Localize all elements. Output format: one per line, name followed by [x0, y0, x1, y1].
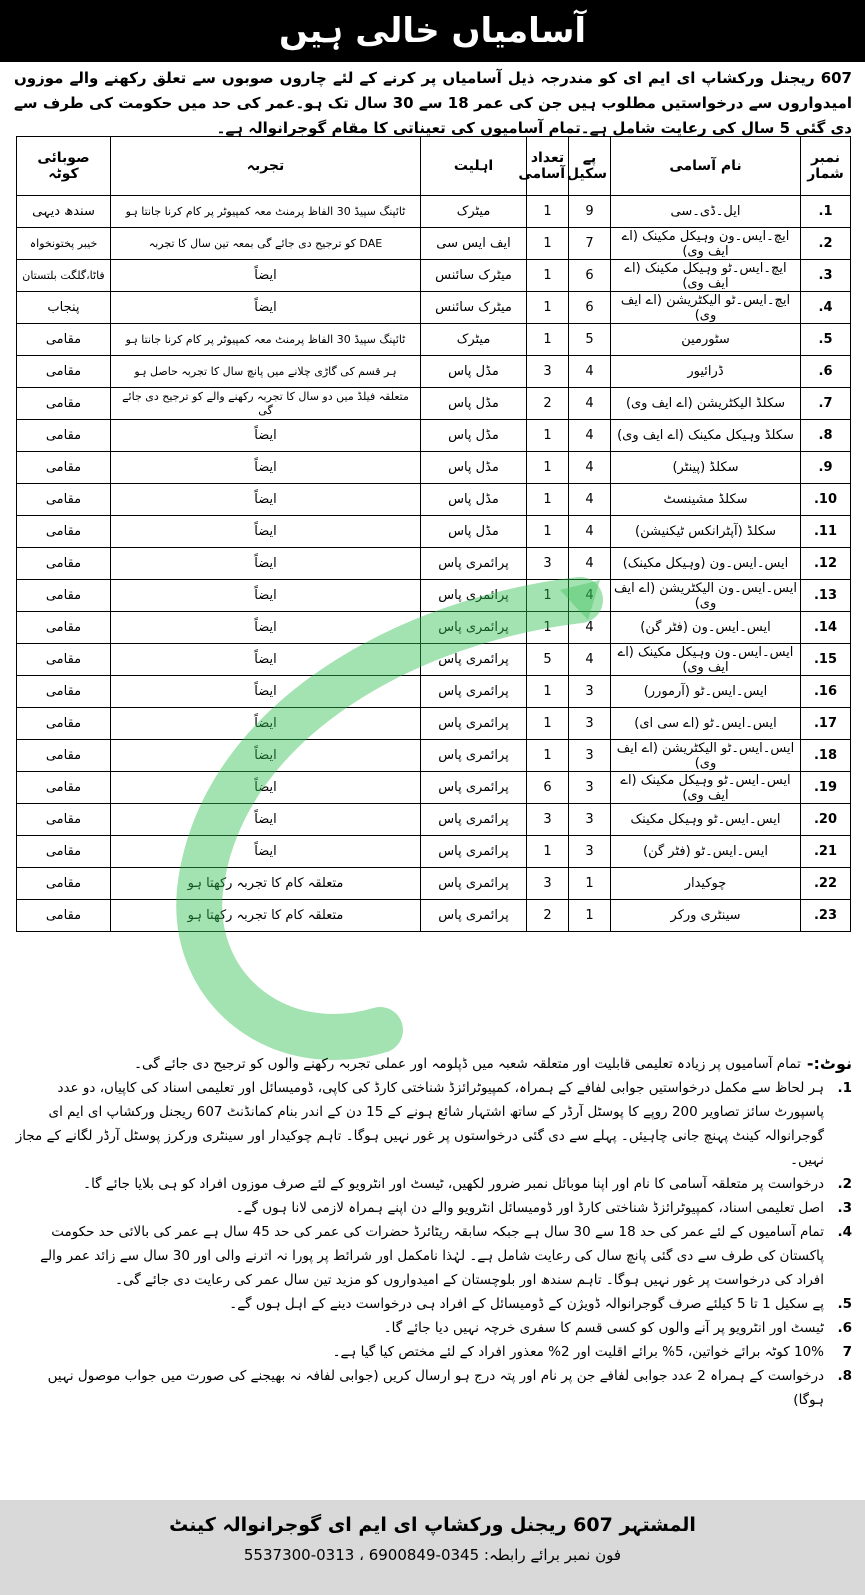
row-number: 10. — [801, 484, 851, 516]
note-item — [14, 1364, 852, 1412]
table-row — [17, 548, 851, 580]
qualification: مڈل پاس — [421, 452, 527, 484]
post-name: سکلڈ مشینسٹ — [611, 484, 801, 516]
post-name: ایس۔ایس۔ون وہیکل مکینک (اے ایف وی) — [611, 644, 801, 676]
experience: ایضاً — [111, 260, 421, 292]
experience: ایضاً — [111, 484, 421, 516]
experience: ایضاً — [111, 420, 421, 452]
note-heading: نوٹ:- — [806, 1054, 852, 1073]
row-number: 17. — [801, 708, 851, 740]
row-number: 13. — [801, 580, 851, 612]
table-row — [17, 836, 851, 868]
row-number: 1. — [801, 196, 851, 228]
experience: ایضاً — [111, 804, 421, 836]
pay-scale: 4 — [569, 516, 611, 548]
post-name: سکلڈ (آپٹرانکس ٹیکنیشن) — [611, 516, 801, 548]
row-number: 4. — [801, 292, 851, 324]
row-number: 5. — [801, 324, 851, 356]
quota: مقامی — [17, 516, 111, 548]
post-count: 1 — [527, 836, 569, 868]
post-count: 1 — [527, 196, 569, 228]
quota: مقامی — [17, 868, 111, 900]
note-item — [14, 1220, 852, 1292]
row-number: 6. — [801, 356, 851, 388]
notes-section — [14, 1052, 852, 1412]
table-row — [17, 900, 851, 932]
qualification: میٹرک سائنس — [421, 292, 527, 324]
post-count: 1 — [527, 580, 569, 612]
row-number: 18. — [801, 740, 851, 772]
row-number: 21. — [801, 836, 851, 868]
post-count: 1 — [527, 676, 569, 708]
row-number: 15. — [801, 644, 851, 676]
post-count: 2 — [527, 388, 569, 420]
post-name: ایس۔ایس۔ٹو الیکٹریشن (اے ایف وی) — [611, 740, 801, 772]
quota: مقامی — [17, 804, 111, 836]
pay-scale: 3 — [569, 740, 611, 772]
note-item — [14, 1292, 852, 1316]
experience: متعلقہ کام کا تجربہ رکھتا ہو — [111, 900, 421, 932]
table-row — [17, 420, 851, 452]
pay-scale: 4 — [569, 644, 611, 676]
quota: مقامی — [17, 740, 111, 772]
note-text: 10% کوٹہ برائے خواتین، 5% برائے اقلیت اور 2% معذور افراد کے لئے مختص کیا گیا ہے۔ — [332, 1344, 824, 1360]
table-row — [17, 484, 851, 516]
row-number: 8. — [801, 420, 851, 452]
quota: مقامی — [17, 612, 111, 644]
experience: ایضاً — [111, 772, 421, 804]
qualification: مڈل پاس — [421, 484, 527, 516]
note-text: اصل تعلیمی اسناد، کمپیوٹرائزڈ شناختی کارڈ اور ڈومیسائل انٹرویو والے دن اپنے ہمراہ لازمی لانا ہوں گے۔ — [235, 1200, 824, 1216]
table-row — [17, 356, 851, 388]
post-count: 1 — [527, 420, 569, 452]
pay-scale: 4 — [569, 420, 611, 452]
qualification: پرائمری پاس — [421, 548, 527, 580]
note-intro-text: تمام آسامیوں پر زیادہ تعلیمی قابلیت اور متعلقہ شعبہ میں ڈپلومہ اور عملی تجربہ رکھنے والوں کو ترجیح دی جائے گی۔ — [134, 1056, 801, 1072]
pay-scale: 4 — [569, 548, 611, 580]
table-row — [17, 772, 851, 804]
post-count: 3 — [527, 804, 569, 836]
quota: فاٹا،گلگت بلتستان — [17, 260, 111, 292]
header-experience: تجربہ — [111, 137, 421, 196]
experience: ایضاً — [111, 836, 421, 868]
quota: خیبر پختونخواہ — [17, 228, 111, 260]
header-qualification: اہلیت — [421, 137, 527, 196]
footer — [0, 1500, 865, 1595]
note-intro — [14, 1052, 852, 1076]
table-row — [17, 452, 851, 484]
note-number: 2. — [837, 1176, 852, 1192]
contact-phone: فون نمبر برائے رابطہ: 0345-6900849 ، 0313-5537300 — [243, 1546, 622, 1564]
pay-scale: 3 — [569, 708, 611, 740]
table-row — [17, 292, 851, 324]
experience: ایضاً — [111, 644, 421, 676]
qualification: ایف ایس سی — [421, 228, 527, 260]
table-row — [17, 516, 851, 548]
note-number: 7 — [842, 1344, 852, 1360]
pay-scale: 4 — [569, 356, 611, 388]
table-row — [17, 324, 851, 356]
table-row — [17, 708, 851, 740]
table-row — [17, 676, 851, 708]
pay-scale: 6 — [569, 292, 611, 324]
experience: متعلقہ فیلڈ میں دو سال کا تجربہ رکھنے والے کو ترجیح دی جائے گی — [111, 388, 421, 420]
post-count: 3 — [527, 356, 569, 388]
pay-scale: 6 — [569, 260, 611, 292]
note-number: 3. — [837, 1200, 852, 1216]
post-name: ایس۔ایس۔ٹو (فٹر گن) — [611, 836, 801, 868]
experience: ایضاً — [111, 452, 421, 484]
header-count: تعداد آسامی — [527, 137, 569, 196]
note-item — [14, 1340, 852, 1364]
experience: ایضاً — [111, 676, 421, 708]
post-name: ایچ۔ایس۔ون وہیکل مکینک (اے ایف وی) — [611, 228, 801, 260]
row-number: 16. — [801, 676, 851, 708]
header-quota: صوبائی کوٹہ — [17, 137, 111, 196]
pay-scale: 4 — [569, 580, 611, 612]
post-count: 1 — [527, 452, 569, 484]
post-count: 1 — [527, 708, 569, 740]
row-number: 19. — [801, 772, 851, 804]
pay-scale: 3 — [569, 836, 611, 868]
row-number: 14. — [801, 612, 851, 644]
post-name: ایس۔ایس۔ٹو (آرمورر) — [611, 676, 801, 708]
quota: مقامی — [17, 484, 111, 516]
qualification: میٹرک — [421, 196, 527, 228]
post-count: 1 — [527, 516, 569, 548]
experience: ایضاً — [111, 708, 421, 740]
post-name: ایس۔ایس۔ٹو وہیکل مکینک — [611, 804, 801, 836]
post-name: ایس۔ایس۔ون (فٹر گن) — [611, 612, 801, 644]
note-item — [14, 1316, 852, 1340]
experience: متعلقہ کام کا تجربہ رکھتا ہو — [111, 868, 421, 900]
experience: ایضاً — [111, 516, 421, 548]
pay-scale: 4 — [569, 612, 611, 644]
post-name: چوکیدار — [611, 868, 801, 900]
note-text: ہر لحاظ سے مکمل درخواستیں جوابی لفافے کے ہمراہ، کمپیوٹرائزڈ شناختی کارڈ کی کاپی، ڈومیسائل اور تعلیمی اسناد کی کاپیاں، دو عدد پاسپورٹ سائز تصاویر 200 روپے کا پوسٹل آرڈر کے ساتھ اشتہار شائع ہونے کے 15 دن کے اندر بنام کمانڈنٹ 607 ریجنل ورکشاپ ای ایم ای گوجرانوالہ کینٹ پہنچ جانی چاہیئں۔ پہلے سے دی گئی درخواستوں پر غور نہیں ہوگا۔ تاہم چوکیدار اور سینٹری ورکرز پوسٹل آرڈر لگانے کے مجاز نہیں۔ — [15, 1080, 824, 1168]
note-number: 8. — [837, 1368, 852, 1384]
quota: مقامی — [17, 676, 111, 708]
header-name: نام آسامی — [611, 137, 801, 196]
post-name: ایس۔ایس۔ٹو وہیکل مکینک (اے ایف وی) — [611, 772, 801, 804]
post-count: 1 — [527, 260, 569, 292]
post-name: ڈرائیور — [611, 356, 801, 388]
quota: مقامی — [17, 772, 111, 804]
quota: مقامی — [17, 580, 111, 612]
row-number: 2. — [801, 228, 851, 260]
experience: ایضاً — [111, 740, 421, 772]
pay-scale: 5 — [569, 324, 611, 356]
qualification: پرائمری پاس — [421, 804, 527, 836]
qualification: پرائمری پاس — [421, 772, 527, 804]
post-count: 1 — [527, 324, 569, 356]
note-number: 6. — [837, 1320, 852, 1336]
quota: مقامی — [17, 900, 111, 932]
note-text: تمام آسامیوں کے لئے عمر کی حد 18 سے 30 سال ہے جبکہ سابقہ ریٹائرڈ حضرات کی عمر کی حد 45 سال ہے عمر کی بالائی حد حکومت پاکستان کی طرف سے دی گئی پانچ سال کی رعایت شامل ہے۔ لہٰذا نامکمل اور شرائط پر پورا نہ اترنے والی اور 30 سال سے زائد عمر والے افراد کی درخواست پر غور نہیں ہوگا۔ تاہم سندھ اور بلوچستان کے امیدواروں کو مزید تین سال عمر کی رعایت دی جائے گی۔ — [40, 1224, 824, 1288]
intro-paragraph: 607 ریجنل ورکشاپ ای ایم ای کو مندرجہ ذیل آسامیاں پر کرنے کے لئے چاروں صوبوں سے تعلق رکھنے والے موزوں امیدواروں سے درخواستیں مطلوب ہیں جن کی عمر 18 سے 30 سال تک ہو۔عمر کی حد میں حکومت کی طرف سے دی گئی 5 سال کی رعایت شامل ہے۔تمام آسامیوں کی تعیناتی کا مقام گوجرانوالہ ہے۔ — [14, 69, 853, 137]
pay-scale: 4 — [569, 452, 611, 484]
quota: مقامی — [17, 836, 111, 868]
table-row — [17, 388, 851, 420]
note-item — [14, 1076, 852, 1172]
experience: ٹائپنگ سپیڈ 30 الفاظ پرمنٹ معہ کمپیوٹر پر کام کرنا جانتا ہو — [111, 324, 421, 356]
post-name: ایس۔ایس۔ٹو (اے سی ای) — [611, 708, 801, 740]
table-row — [17, 804, 851, 836]
post-name: سکلڈ الیکٹریشن (اے ایف وی) — [611, 388, 801, 420]
pay-scale: 1 — [569, 868, 611, 900]
post-count: 3 — [527, 548, 569, 580]
qualification: پرائمری پاس — [421, 740, 527, 772]
row-number: 20. — [801, 804, 851, 836]
page-title: آسامیاں خالی ہیں — [0, 0, 865, 62]
table-row — [17, 644, 851, 676]
post-name: سٹورمین — [611, 324, 801, 356]
qualification: پرائمری پاس — [421, 868, 527, 900]
quota: مقامی — [17, 708, 111, 740]
post-count: 1 — [527, 740, 569, 772]
quota: مقامی — [17, 388, 111, 420]
qualification: پرائمری پاس — [421, 836, 527, 868]
post-count: 5 — [527, 644, 569, 676]
qualification: مڈل پاس — [421, 356, 527, 388]
qualification: پرائمری پاس — [421, 708, 527, 740]
table-row — [17, 868, 851, 900]
pay-scale: 3 — [569, 772, 611, 804]
post-name: سکلڈ (پینٹر) — [611, 452, 801, 484]
quota: مقامی — [17, 420, 111, 452]
note-item — [14, 1172, 852, 1196]
row-number: 9. — [801, 452, 851, 484]
quota: مقامی — [17, 452, 111, 484]
post-name: ایس۔ایس۔ون (وہیکل مکینک) — [611, 548, 801, 580]
qualification: میٹرک سائنس — [421, 260, 527, 292]
table-row — [17, 260, 851, 292]
qualification: مڈل پاس — [421, 516, 527, 548]
row-number: 22. — [801, 868, 851, 900]
quota: مقامی — [17, 548, 111, 580]
note-text: ٹیسٹ اور انٹرویو پر آنے والوں کو کسی قسم کا سفری خرچہ نہیں دیا جائے گا۔ — [383, 1320, 824, 1336]
post-name: سینٹری ورکر — [611, 900, 801, 932]
qualification: پرائمری پاس — [421, 612, 527, 644]
post-name: ایچ۔ایس۔ٹو وہیکل مکینک (اے ایف وی) — [611, 260, 801, 292]
qualification: پرائمری پاس — [421, 580, 527, 612]
qualification: میٹرک — [421, 324, 527, 356]
vacancies-table — [16, 136, 851, 932]
experience: DAE کو ترجیح دی جائے گی بمعہ تین سال کا تجربہ — [111, 228, 421, 260]
post-count: 1 — [527, 484, 569, 516]
table-row — [17, 612, 851, 644]
note-text: پے سکیل 1 تا 5 کیلئے صرف گوجرانوالہ ڈویژن کے ڈومیسائل کے افراد ہی درخواست دینے کے اہل ہوں گے۔ — [229, 1296, 824, 1312]
table-row — [17, 580, 851, 612]
post-count: 6 — [527, 772, 569, 804]
quota: پنجاب — [17, 292, 111, 324]
note-number: 5. — [837, 1296, 852, 1312]
quota: مقامی — [17, 356, 111, 388]
post-name: ایل۔ڈی۔سی — [611, 196, 801, 228]
pay-scale: 9 — [569, 196, 611, 228]
qualification: پرائمری پاس — [421, 676, 527, 708]
row-number: 11. — [801, 516, 851, 548]
table-row — [17, 740, 851, 772]
pay-scale: 4 — [569, 484, 611, 516]
experience: ہر قسم کی گاڑی چلانے میں پانچ سال کا تجربہ حاصل ہو — [111, 356, 421, 388]
note-text: درخواست پر متعلقہ آسامی کا نام اور اپنا موبائل نمبر ضرور لکھیں، ٹیسٹ اور انٹرویو کے لئے صرف موزوں افراد کو ہی بلایا جائے گا۔ — [83, 1176, 824, 1192]
qualification: مڈل پاس — [421, 388, 527, 420]
experience: ایضاً — [111, 580, 421, 612]
quota: سندھ دیہی — [17, 196, 111, 228]
post-count: 2 — [527, 900, 569, 932]
post-count: 1 — [527, 612, 569, 644]
header-num: نمبر شمار — [801, 137, 851, 196]
qualification: پرائمری پاس — [421, 900, 527, 932]
experience: ٹائپنگ سپیڈ 30 الفاظ پرمنٹ معہ کمپیوٹر پر کام کرنا جانتا ہو — [111, 196, 421, 228]
note-text: درخواست کے ہمراہ 2 عدد جوابی لفافے جن پر نام اور پتہ درج ہو ارسال کریں (جوابی لفافہ نہ بھیجنے کی صورت میں جواب موصول نہیں ہوگا) — [47, 1368, 824, 1408]
quota: مقامی — [17, 324, 111, 356]
post-name: ایچ۔ایس۔ٹو الیکٹریشن (اے ایف وی) — [611, 292, 801, 324]
row-number: 3. — [801, 260, 851, 292]
qualification: پرائمری پاس — [421, 644, 527, 676]
experience: ایضاً — [111, 548, 421, 580]
pay-scale: 3 — [569, 676, 611, 708]
pay-scale: 3 — [569, 804, 611, 836]
pay-scale: 4 — [569, 388, 611, 420]
header-scale: پے سکیل — [569, 137, 611, 196]
table-row — [17, 228, 851, 260]
note-item — [14, 1196, 852, 1220]
qualification: مڈل پاس — [421, 420, 527, 452]
advertiser-line: المشتہر 607 ریجنل ورکشاپ ای ایم ای گوجرانوالہ کینٹ — [169, 1514, 696, 1536]
experience: ایضاً — [111, 292, 421, 324]
table-row — [17, 196, 851, 228]
pay-scale: 7 — [569, 228, 611, 260]
post-count: 1 — [527, 228, 569, 260]
post-count: 1 — [527, 292, 569, 324]
post-name: ایس۔ایس۔ون الیکٹریشن (اے ایف وی) — [611, 580, 801, 612]
pay-scale: 1 — [569, 900, 611, 932]
post-count: 3 — [527, 868, 569, 900]
quota: مقامی — [17, 644, 111, 676]
row-number: 12. — [801, 548, 851, 580]
note-number: 1. — [837, 1080, 852, 1096]
post-name: سکلڈ وہیکل مکینک (اے ایف وی) — [611, 420, 801, 452]
row-number: 7. — [801, 388, 851, 420]
row-number: 23. — [801, 900, 851, 932]
experience: ایضاً — [111, 612, 421, 644]
note-number: 4. — [837, 1224, 852, 1240]
table-header-row — [17, 137, 851, 196]
